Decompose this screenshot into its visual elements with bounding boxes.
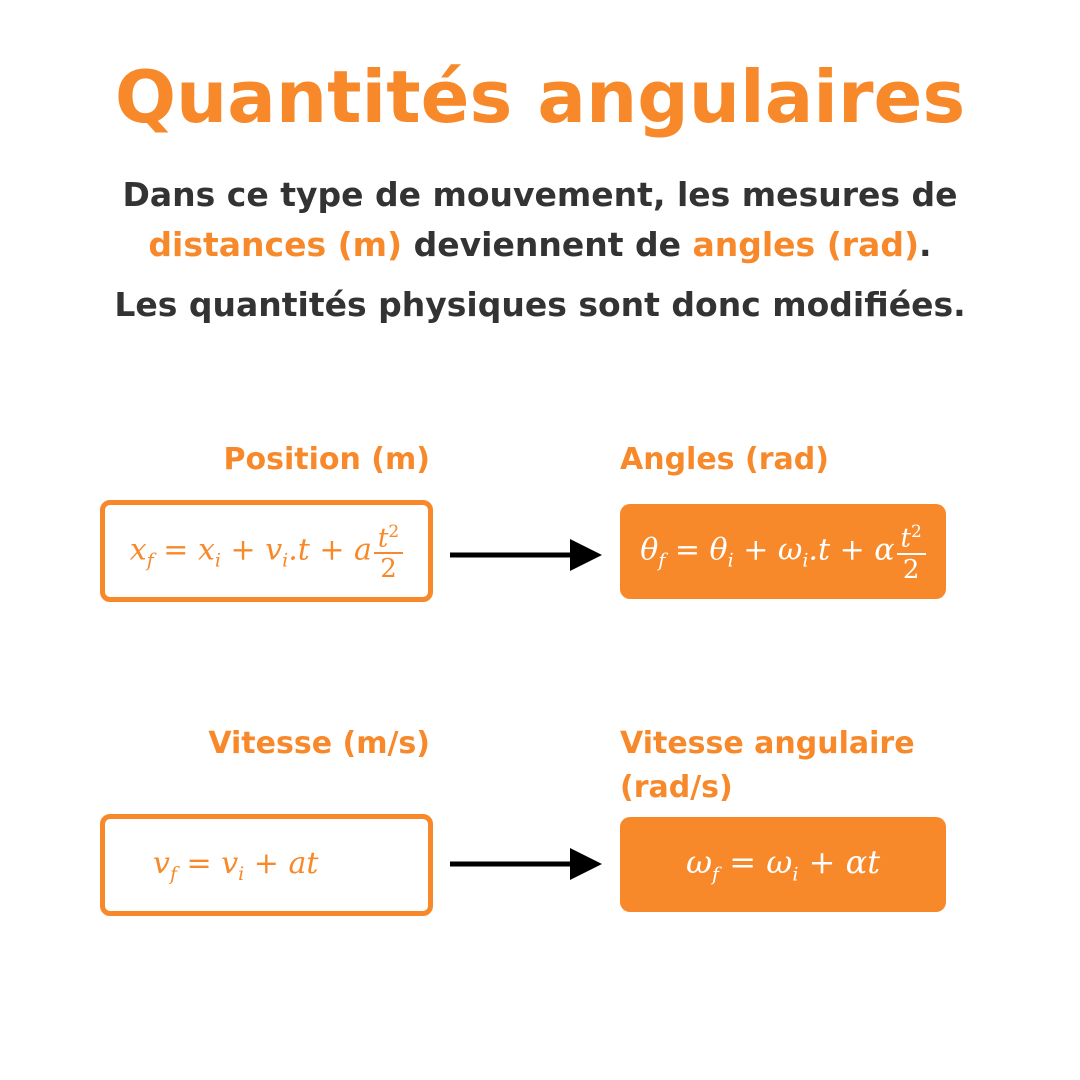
angles-label: Angles (rad)	[620, 442, 829, 477]
angular-speed-formula: $\omega_f = \omega_i + \alpha t$	[685, 843, 881, 886]
intro-line-2-mid: deviennent de	[402, 225, 693, 264]
speed-label: Vitesse (m/s)	[208, 726, 430, 761]
speed-formula: $v_f = v_i$ + at	[153, 845, 319, 885]
angles-formula-box	[620, 504, 946, 599]
angular-speed-label	[620, 722, 915, 810]
page-title: Quantités angulaires	[114, 55, 966, 139]
intro-line-3: Les quantités physiques sont donc modifiées.	[114, 285, 966, 324]
angles-formula: $\theta_f = \theta_i + \omega_i.t + \alpha$ $\frac{t^2}{2}$	[640, 518, 926, 585]
intro-line-1: Dans ce type de mouvement, les mesures de	[122, 175, 958, 214]
position-formula: $x_f = x_i + v_i.t + a$ $\frac{t^2}{2}$	[130, 518, 403, 585]
highlight-distances: distances (m)	[148, 225, 403, 264]
angular-speed-formula-box	[620, 817, 946, 912]
speed-formula-box	[100, 814, 433, 916]
angular-speed-label-line-1: Vitesse angulaire	[620, 726, 915, 761]
arrow-right-icon	[450, 535, 605, 575]
highlight-angles: angles (rad)	[692, 225, 920, 264]
intro-line-2-end: .	[919, 225, 932, 264]
angular-speed-label-line-2: (rad/s)	[620, 770, 733, 805]
position-label: Position (m)	[223, 442, 430, 477]
intro-text	[0, 170, 1080, 270]
position-formula-box	[100, 500, 433, 602]
intro-line-2	[0, 220, 1080, 270]
arrow-right-icon	[450, 844, 605, 884]
